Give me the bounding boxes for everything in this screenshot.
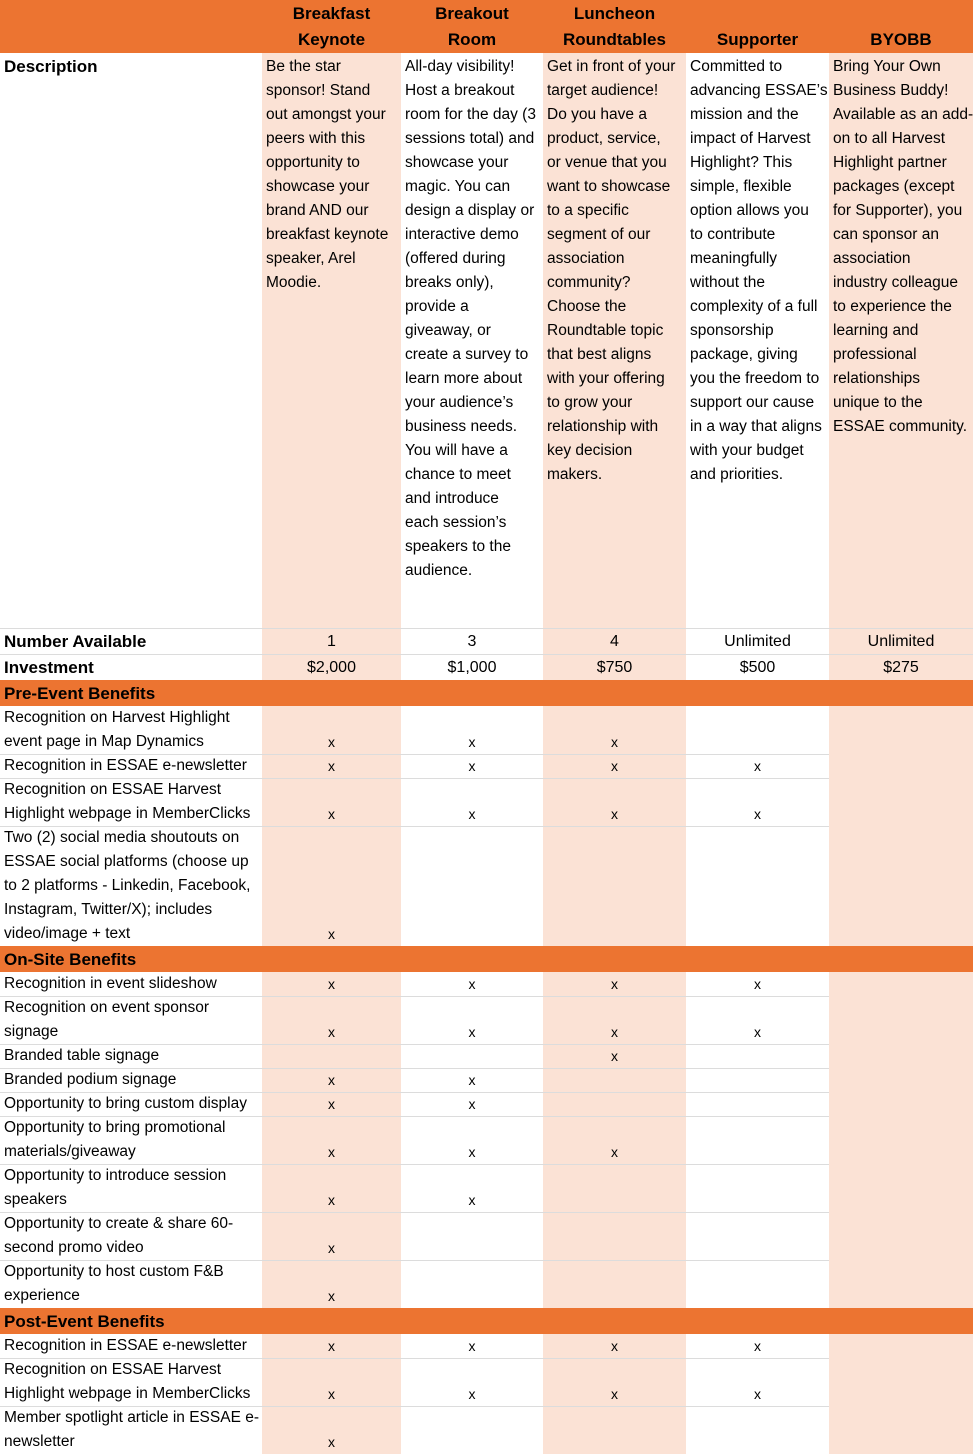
description-line: Choose the xyxy=(547,298,627,315)
benefit-label-line: Opportunity to host custom F&B xyxy=(4,1263,224,1280)
benefit-cell-breakfast xyxy=(262,1116,401,1164)
check-mark: x xyxy=(328,1386,335,1402)
benefit-label-line: materials/giveaway xyxy=(4,1143,136,1160)
benefit-label-line: Recognition in event slideshow xyxy=(4,975,217,992)
column-header-line: Breakfast xyxy=(292,4,371,23)
description-line: breakfast keynote xyxy=(266,226,389,243)
benefit-label xyxy=(0,972,262,996)
description-line: packages (except xyxy=(833,178,955,195)
benefit-cell-supporter xyxy=(686,1044,829,1068)
benefit-label-line: Member spotlight article in ESSAE e- xyxy=(4,1409,259,1426)
row-divider xyxy=(0,778,829,779)
check-mark: x xyxy=(611,1144,618,1160)
description-line: Highlight partner xyxy=(833,154,947,171)
benefit-cell-luncheon xyxy=(543,972,686,996)
check-mark: x xyxy=(468,806,476,822)
row-divider xyxy=(0,1358,829,1359)
benefit-cell-breakout xyxy=(401,778,543,826)
benefit-cell-breakfast xyxy=(262,754,401,778)
row-divider xyxy=(0,1092,829,1093)
row-divider xyxy=(0,1044,829,1045)
benefit-cell-byobb xyxy=(829,1260,973,1308)
description-line: association xyxy=(547,250,625,267)
benefit-cell-breakout xyxy=(401,706,543,754)
benefit-label-line: Recognition on ESSAE Harvest xyxy=(4,1361,222,1378)
check-mark: x xyxy=(611,734,618,750)
column-header-line: Breakout xyxy=(435,4,509,23)
description-line: speakers to the xyxy=(405,538,511,555)
row-divider xyxy=(0,1212,829,1213)
row-divider xyxy=(0,628,973,629)
benefit-cell-byobb xyxy=(829,826,973,946)
row-divider xyxy=(0,754,829,755)
description-line: audience. xyxy=(405,562,473,579)
description-line: design a display or xyxy=(405,202,535,219)
column-header-line: Keynote xyxy=(297,30,366,49)
benefit-cell-supporter xyxy=(686,1116,829,1164)
description-line: Be the star xyxy=(266,58,341,75)
benefit-label xyxy=(0,778,262,826)
benefit-label xyxy=(0,1406,262,1454)
description-line: Committed to xyxy=(690,58,783,75)
benefit-cell-breakout xyxy=(401,1068,543,1092)
description-line: with your offering xyxy=(547,370,665,387)
column-header-line: Room xyxy=(447,30,497,49)
check-mark: x xyxy=(328,734,335,750)
benefit-label-line: Recognition on event sponsor xyxy=(4,999,210,1016)
check-mark: x xyxy=(468,734,476,750)
benefit-label-line: Recognition in ESSAE e-newsletter xyxy=(4,1337,247,1354)
check-mark: x xyxy=(468,1072,476,1088)
benefit-label xyxy=(0,1116,262,1164)
column-header-line: Luncheon xyxy=(573,4,656,23)
check-mark: x xyxy=(611,1048,618,1064)
description-line: for Supporter), you xyxy=(833,202,963,219)
benefit-cell-luncheon xyxy=(543,1044,686,1068)
number-available-supporter: Unlimited xyxy=(724,633,791,650)
description-breakfast xyxy=(262,53,401,628)
benefit-cell-breakfast xyxy=(262,1406,401,1454)
benefit-label-line: Branded table signage xyxy=(4,1047,160,1064)
description-line: chance to meet xyxy=(405,466,511,483)
benefit-cell-breakfast xyxy=(262,996,401,1044)
description-line: Business Buddy! xyxy=(833,82,949,99)
column-header-supporter xyxy=(686,0,829,53)
benefit-label-line: Branded podium signage xyxy=(4,1071,177,1088)
description-breakout xyxy=(401,53,543,628)
description-line: package, giving xyxy=(690,346,798,363)
description-line: provide a xyxy=(405,298,469,315)
benefit-cell-byobb xyxy=(829,1212,973,1260)
benefit-cell-breakfast xyxy=(262,706,401,754)
description-line: out amongst your xyxy=(266,106,386,123)
benefit-label xyxy=(0,1260,262,1308)
benefit-cell-luncheon xyxy=(543,778,686,826)
benefit-cell-luncheon xyxy=(543,826,686,946)
benefit-label xyxy=(0,1164,262,1212)
check-mark: x xyxy=(328,1288,335,1304)
check-mark: x xyxy=(328,1096,335,1112)
check-mark: x xyxy=(611,1024,618,1040)
column-header-breakout xyxy=(401,0,543,53)
benefit-label-line: Instagram, Twitter/X); includes xyxy=(4,901,213,918)
description-luncheon xyxy=(543,53,686,628)
description-line: simple, flexible xyxy=(690,178,792,195)
benefit-cell-luncheon xyxy=(543,996,686,1044)
column-header-breakfast xyxy=(262,0,401,53)
benefit-label xyxy=(0,1044,262,1068)
row-divider xyxy=(0,1406,829,1407)
description-line: speaker, Arel xyxy=(266,250,356,267)
benefit-label xyxy=(0,1092,262,1116)
column-header-byobb xyxy=(829,0,973,53)
benefit-cell-breakout xyxy=(401,826,543,946)
benefit-cell-byobb xyxy=(829,1092,973,1116)
check-mark: x xyxy=(328,926,335,942)
description-line: in a way that aligns xyxy=(690,418,822,435)
description-line: sponsor! Stand xyxy=(266,82,371,99)
benefit-cell-luncheon xyxy=(543,1164,686,1212)
benefit-cell-breakfast xyxy=(262,1260,401,1308)
benefit-cell-breakout xyxy=(401,1260,543,1308)
description-line: You will have a xyxy=(405,442,508,459)
check-mark: x xyxy=(754,1338,761,1354)
benefit-cell-byobb xyxy=(829,1406,973,1454)
row-divider xyxy=(0,826,829,827)
description-line: meaningfully xyxy=(690,250,778,267)
benefit-cell-supporter xyxy=(686,1164,829,1212)
benefit-label-line: newsletter xyxy=(4,1433,75,1450)
benefit-cell-byobb xyxy=(829,1068,973,1092)
description-line: to experience the xyxy=(833,298,952,315)
benefit-label-line: Opportunity to introduce session xyxy=(4,1167,227,1184)
benefit-label-line: Recognition in ESSAE e-newsletter xyxy=(4,757,247,774)
benefit-cell-luncheon xyxy=(543,1116,686,1164)
description-line: ESSAE community. xyxy=(833,418,968,435)
benefit-cell-breakout xyxy=(401,1406,543,1454)
check-mark: x xyxy=(754,976,761,992)
benefit-label-line: second promo video xyxy=(4,1239,144,1256)
benefit-label xyxy=(0,1358,262,1406)
check-mark: x xyxy=(468,1096,476,1112)
benefit-cell-supporter xyxy=(686,706,829,754)
check-mark: x xyxy=(328,1338,335,1354)
benefit-label xyxy=(0,706,262,754)
benefit-cell-luncheon xyxy=(543,706,686,754)
benefit-label xyxy=(0,1068,262,1092)
description-line: create a survey to xyxy=(405,346,529,363)
description-line: giveaway, or xyxy=(405,322,491,339)
check-mark: x xyxy=(754,806,761,822)
description-line: brand AND our xyxy=(266,202,369,219)
check-mark: x xyxy=(611,976,618,992)
benefit-label xyxy=(0,826,262,946)
check-mark: x xyxy=(328,758,335,774)
description-line: showcase your xyxy=(266,178,370,195)
description-line: mission and the xyxy=(690,106,799,123)
description-line: peers with this xyxy=(266,130,366,147)
description-line: without the xyxy=(690,274,765,291)
check-mark: x xyxy=(468,1024,476,1040)
check-mark: x xyxy=(754,1024,761,1040)
row-divider xyxy=(0,654,973,655)
row-divider xyxy=(0,1116,829,1117)
row-divider xyxy=(0,1068,829,1069)
description-line: sessions total) and xyxy=(405,130,535,147)
benefit-cell-byobb xyxy=(829,1334,973,1358)
description-line: on to all Harvest xyxy=(833,130,945,147)
description-line: learn more about xyxy=(405,370,523,387)
number-available-label: Number Available xyxy=(4,632,147,651)
number-available-breakout: 3 xyxy=(467,633,477,650)
benefit-label-line: Highlight webpage in MemberClicks xyxy=(4,1385,251,1402)
check-mark: x xyxy=(468,976,476,992)
benefit-cell-supporter xyxy=(686,1260,829,1308)
benefit-cell-supporter xyxy=(686,1406,829,1454)
benefit-label-line: speakers xyxy=(4,1191,67,1208)
description-line: product, service, xyxy=(547,130,661,147)
description-line: option allows you xyxy=(690,202,809,219)
benefit-cell-breakfast xyxy=(262,1092,401,1116)
benefit-cell-luncheon xyxy=(543,754,686,778)
description-line: relationships xyxy=(833,370,921,387)
check-mark: x xyxy=(611,1338,618,1354)
description-line: Host a breakout xyxy=(405,82,515,99)
benefit-cell-breakout xyxy=(401,996,543,1044)
number-available-luncheon: 4 xyxy=(543,628,686,654)
benefit-cell-byobb xyxy=(829,778,973,826)
investment-supporter: $500 xyxy=(739,659,776,676)
description-line: segment of our xyxy=(547,226,651,243)
check-mark: x xyxy=(328,976,335,992)
description-line: or venue that you xyxy=(547,154,667,171)
benefit-cell-supporter xyxy=(686,778,829,826)
benefit-label-line: Opportunity to create & share 60- xyxy=(4,1215,234,1232)
benefit-cell-supporter xyxy=(686,972,829,996)
description-line: Moodie. xyxy=(266,274,322,291)
benefit-cell-byobb xyxy=(829,706,973,754)
benefit-cell-byobb xyxy=(829,1116,973,1164)
benefit-cell-supporter xyxy=(686,1068,829,1092)
column-header-line: Roundtables xyxy=(563,30,666,49)
benefit-cell-breakout xyxy=(401,1164,543,1212)
benefit-cell-breakfast xyxy=(262,826,401,946)
benefit-cell-supporter xyxy=(686,1358,829,1406)
description-line: advancing ESSAE’s xyxy=(690,82,828,99)
benefit-cell-breakout xyxy=(401,1212,543,1260)
investment-breakout: $1,000 xyxy=(447,659,497,676)
benefit-cell-luncheon xyxy=(543,1068,686,1092)
benefit-cell-breakout xyxy=(401,754,543,778)
description-line: to grow your xyxy=(547,394,633,411)
section-header: On-Site Benefits xyxy=(0,946,973,972)
check-mark: x xyxy=(468,1192,476,1208)
description-line: key decision xyxy=(547,442,633,459)
description-line: with your budget xyxy=(690,442,804,459)
benefit-label-line: Two (2) social media shoutouts on xyxy=(4,829,240,846)
number-available-byobb: Unlimited xyxy=(829,628,973,654)
description-line: Roundtable topic xyxy=(547,322,664,339)
investment-byobb: $275 xyxy=(829,654,973,680)
benefit-cell-breakout xyxy=(401,1092,543,1116)
benefit-cell-breakfast xyxy=(262,1358,401,1406)
check-mark: x xyxy=(468,1338,476,1354)
benefit-label-line: Recognition on Harvest Highlight xyxy=(4,709,230,726)
description-line: community? xyxy=(547,274,631,291)
check-mark: x xyxy=(328,1024,335,1040)
benefit-cell-luncheon xyxy=(543,1260,686,1308)
benefit-cell-luncheon xyxy=(543,1358,686,1406)
check-mark: x xyxy=(328,1192,335,1208)
description-supporter xyxy=(686,53,829,628)
description-line: breaks only), xyxy=(405,274,494,291)
benefit-label-line: Highlight webpage in MemberClicks xyxy=(4,805,251,822)
investment-luncheon: $750 xyxy=(543,654,686,680)
benefit-cell-luncheon xyxy=(543,1406,686,1454)
description-line: Highlight? This xyxy=(690,154,793,171)
benefit-cell-supporter xyxy=(686,826,829,946)
number-available-breakfast: 1 xyxy=(262,628,401,654)
row-divider xyxy=(0,996,829,997)
benefit-cell-supporter xyxy=(686,1334,829,1358)
description-line: want to showcase xyxy=(547,178,671,195)
benefit-cell-breakfast xyxy=(262,972,401,996)
benefit-label-line: experience xyxy=(4,1287,80,1304)
column-header-luncheon xyxy=(543,0,686,53)
benefit-label-line: signage xyxy=(4,1023,59,1040)
benefit-cell-byobb xyxy=(829,1044,973,1068)
investment-breakfast: $2,000 xyxy=(262,654,401,680)
benefit-label xyxy=(0,996,262,1044)
description-line: industry colleague xyxy=(833,274,958,291)
description-line: sponsorship xyxy=(690,322,774,339)
description-line: unique to the xyxy=(833,394,923,411)
benefit-label xyxy=(0,1334,262,1358)
benefit-cell-supporter xyxy=(686,1092,829,1116)
description-line: magic. You can xyxy=(405,178,511,195)
benefit-cell-breakout xyxy=(401,1044,543,1068)
check-mark: x xyxy=(754,1386,761,1402)
description-line: impact of Harvest xyxy=(690,130,811,147)
section-header: Post-Event Benefits xyxy=(0,1308,973,1334)
description-line: interactive demo xyxy=(405,226,519,243)
description-line: association xyxy=(833,250,911,267)
description-line: you the freedom to xyxy=(690,370,820,387)
description-label: Description xyxy=(4,57,98,76)
description-line: can sponsor an xyxy=(833,226,939,243)
description-line: showcase your xyxy=(405,154,509,171)
check-mark: x xyxy=(468,1144,476,1160)
description-line: complexity of a full xyxy=(690,298,818,315)
row-divider xyxy=(0,1164,829,1165)
description-line: to contribute xyxy=(690,226,776,243)
description-line: Do you have a xyxy=(547,106,647,123)
benefit-cell-breakfast xyxy=(262,1164,401,1212)
description-line: professional xyxy=(833,346,917,363)
column-header-line: Supporter xyxy=(716,30,799,49)
check-mark: x xyxy=(468,1386,476,1402)
description-line: relationship with xyxy=(547,418,659,435)
check-mark: x xyxy=(611,1386,618,1402)
description-line: Available as an add- xyxy=(833,106,973,123)
check-mark: x xyxy=(328,806,335,822)
benefit-label-line: ESSAE social platforms (choose up xyxy=(4,853,249,870)
description-line: business needs. xyxy=(405,418,518,435)
benefit-cell-byobb xyxy=(829,972,973,996)
benefit-label-line: Recognition on ESSAE Harvest xyxy=(4,781,222,798)
column-header-line: BYOBB xyxy=(870,30,932,49)
benefit-label xyxy=(0,754,262,778)
benefit-cell-byobb xyxy=(829,1358,973,1406)
benefit-label-line: event page in Map Dynamics xyxy=(4,733,204,750)
benefit-label-line: Opportunity to bring custom display xyxy=(4,1095,247,1112)
benefit-cell-breakfast xyxy=(262,1044,401,1068)
benefit-cell-breakfast xyxy=(262,1212,401,1260)
description-line: Get in front of your xyxy=(547,58,676,75)
description-line: support our cause xyxy=(690,394,815,411)
description-line: target audience! xyxy=(547,82,659,99)
benefit-cell-supporter xyxy=(686,754,829,778)
benefit-cell-breakfast xyxy=(262,1068,401,1092)
benefit-cell-breakout xyxy=(401,1358,543,1406)
description-byobb xyxy=(829,53,973,628)
benefit-cell-breakout xyxy=(401,972,543,996)
benefit-cell-breakout xyxy=(401,1334,543,1358)
benefit-label-line: to 2 platforms - Linkedin, Facebook, xyxy=(4,877,251,894)
benefit-cell-luncheon xyxy=(543,1334,686,1358)
description-line: your audience’s xyxy=(405,394,514,411)
description-line: makers. xyxy=(547,466,603,483)
check-mark: x xyxy=(328,1072,335,1088)
description-line: All-day visibility! xyxy=(405,58,515,75)
description-line: and introduce xyxy=(405,490,499,507)
benefit-label-line: Opportunity to bring promotional xyxy=(4,1119,226,1136)
description-line: room for the day (3 xyxy=(405,106,536,123)
description-line: (offered during xyxy=(405,250,506,267)
benefit-cell-supporter xyxy=(686,1212,829,1260)
benefit-cell-breakout xyxy=(401,1116,543,1164)
benefit-cell-luncheon xyxy=(543,1212,686,1260)
description-line: opportunity to xyxy=(266,154,360,171)
description-line: learning and xyxy=(833,322,919,339)
check-mark: x xyxy=(328,1434,335,1450)
description-line: to a specific xyxy=(547,202,629,219)
benefit-cell-byobb xyxy=(829,754,973,778)
description-line: that best aligns xyxy=(547,346,652,363)
check-mark: x xyxy=(611,806,618,822)
section-header: Pre-Event Benefits xyxy=(0,680,973,706)
row-divider xyxy=(0,1260,829,1261)
check-mark: x xyxy=(611,758,618,774)
check-mark: x xyxy=(328,1240,335,1256)
investment-label: Investment xyxy=(4,658,94,677)
check-mark: x xyxy=(328,1144,335,1160)
benefit-cell-luncheon xyxy=(543,1092,686,1116)
description-line: and priorities. xyxy=(690,466,784,483)
description-line: each session’s xyxy=(405,514,507,531)
check-mark: x xyxy=(754,758,761,774)
benefit-cell-supporter xyxy=(686,996,829,1044)
benefit-cell-breakfast xyxy=(262,1334,401,1358)
benefit-label-line: video/image + text xyxy=(4,925,131,942)
check-mark: x xyxy=(468,758,476,774)
benefit-label xyxy=(0,1212,262,1260)
benefit-cell-byobb xyxy=(829,996,973,1044)
benefit-cell-breakfast xyxy=(262,778,401,826)
benefit-cell-byobb xyxy=(829,1164,973,1212)
description-line: Bring Your Own xyxy=(833,58,941,75)
